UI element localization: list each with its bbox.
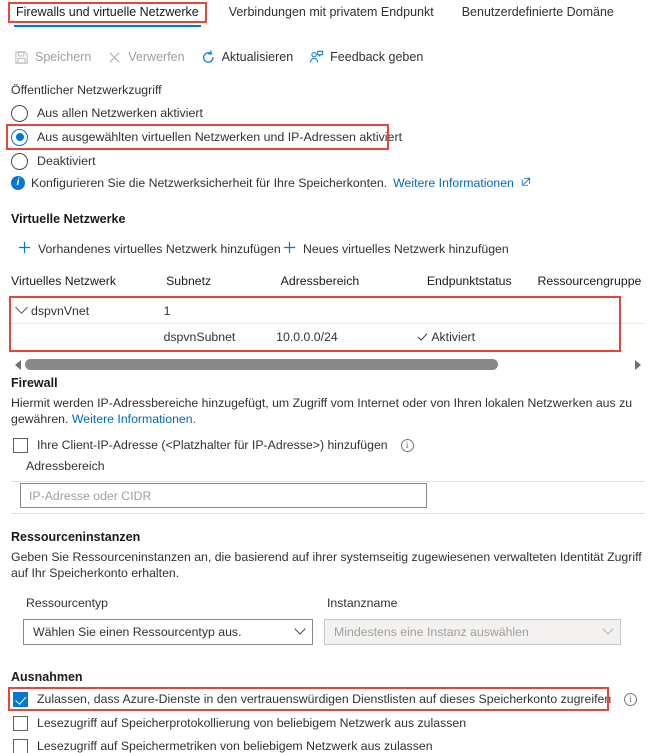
discard-label: Verwerfen (128, 50, 185, 64)
column-header-subnet: Subnetz (166, 274, 212, 288)
tab-active-underline (14, 25, 201, 27)
radio-label: Deaktiviert (37, 154, 96, 168)
learn-more-link[interactable]: Weitere Informationen (393, 176, 514, 190)
info-circle-icon[interactable]: i (624, 693, 637, 706)
add-new-vnet-button[interactable] (283, 241, 509, 257)
exception-storage-metrics-row[interactable] (13, 735, 433, 753)
vnet-table-header (11, 274, 656, 288)
plus-icon (18, 241, 31, 257)
column-header-address-range: Adressbereich (280, 274, 360, 288)
table-row[interactable] (11, 324, 645, 350)
save-icon (14, 50, 29, 65)
checkbox-checked-icon[interactable] (13, 692, 28, 707)
firewall-learn-more-link[interactable]: Weitere Informationen. (71, 412, 197, 426)
column-header-vnet: Virtuelles Netzwerk (11, 274, 117, 288)
public-network-access-title: Öffentlicher Netzwerkzugriff (11, 83, 162, 97)
column-header-resource-group: Ressourcengruppe (537, 274, 642, 288)
tab-label: Benutzerdefinierte Domäne (461, 5, 614, 19)
vnet-table-body (11, 298, 645, 350)
network-security-info (11, 175, 531, 191)
tab-private-endpoint-connections[interactable] (219, 0, 444, 27)
exceptions-title: Ausnahmen (11, 670, 83, 684)
instance-name-dropdown[interactable] (324, 619, 621, 645)
chevron-down-icon (294, 623, 305, 634)
cell-vnet-name: dspvnVnet (31, 303, 90, 318)
address-range-input[interactable]: IP-Adresse oder CIDR (20, 483, 427, 508)
info-circle-icon[interactable]: i (401, 439, 414, 452)
refresh-label: Aktualisieren (221, 50, 294, 64)
exception-label: Zulassen, dass Azure-Dienste in den vertrauenswürdigen Dienstlisten auf dieses Speicherkonto zugreifen (37, 692, 612, 706)
tab-firewalls-virtual-networks[interactable] (6, 0, 209, 27)
virtual-networks-title: Virtuelle Netzwerke (11, 212, 126, 226)
info-icon: i (11, 176, 25, 190)
cell-address-range: 10.0.0.0/24 (276, 330, 338, 344)
refresh-icon (201, 50, 216, 65)
divider-bottom (11, 513, 645, 514)
radio-all-networks[interactable] (11, 102, 203, 124)
instance-name-label: Instanzname (327, 596, 398, 610)
cell-endpoint-status: Aktiviert (431, 330, 476, 344)
radio-disabled[interactable] (11, 150, 96, 172)
chevron-down-icon[interactable] (15, 301, 28, 314)
scroll-right-arrow[interactable] (631, 356, 645, 373)
feedback-button[interactable] (305, 47, 435, 68)
scroll-left-arrow[interactable] (11, 356, 25, 373)
radio-circle-selected-icon (11, 129, 28, 146)
tab-label: Verbindungen mit privatem Endpunkt (228, 5, 434, 19)
resource-instances-description: Geben Sie Ressourceninstanzen an, die basierend auf ihrer systemseitig zugewiesenen verwalteten Identität Zugriff auf Ihr Speicherkonto erhalten. (11, 550, 642, 580)
horizontal-scrollbar[interactable] (11, 356, 645, 373)
resource-type-value: Wählen Sie einen Ressourcentyp aus. (33, 625, 242, 639)
scrollbar-thumb[interactable] (25, 359, 498, 370)
radio-circle-icon (11, 105, 28, 122)
instance-name-value: Mindestens eine Instanz auswählen (334, 625, 529, 639)
column-header-endpoint-status: Endpunktstatus (426, 274, 512, 288)
client-ip-checkbox-row[interactable] (13, 434, 414, 456)
close-icon (107, 50, 122, 65)
scrollbar-track[interactable] (25, 356, 631, 373)
add-existing-vnet-button[interactable] (18, 241, 281, 257)
table-row[interactable] (11, 298, 645, 324)
cell-subnet-count: 1 (163, 303, 171, 318)
chevron-down-icon (602, 623, 613, 634)
save-button[interactable] (10, 47, 103, 68)
resource-type-label: Ressourcentyp (26, 596, 109, 610)
tab-custom-domain[interactable] (452, 0, 624, 27)
client-ip-checkbox-label: Ihre Client-IP-Adresse (<Platzhalter für IP-Adresse>) hinzufügen (37, 438, 388, 452)
radio-selected-networks[interactable] (11, 126, 402, 148)
discard-button[interactable] (103, 47, 196, 68)
refresh-button[interactable] (197, 47, 306, 68)
cell-subnet-name: dspvnSubnet (163, 330, 236, 344)
resource-instances-title: Ressourceninstanzen (11, 530, 141, 544)
divider-top (11, 481, 645, 482)
tab-bar (0, 0, 656, 31)
add-new-vnet-label: Neues virtuelles Netzwerk hinzufügen (303, 242, 509, 256)
radio-label: Aus ausgewählten virtuellen Netzwerken und IP-Adressen aktiviert (37, 130, 403, 144)
radio-label: Aus allen Netzwerken aktiviert (37, 106, 203, 120)
radio-circle-icon (11, 153, 28, 170)
external-link-icon (521, 176, 531, 190)
add-existing-vnet-label: Vorhandenes virtuelles Netzwerk hinzufügen (38, 242, 281, 256)
address-range-label: Adressbereich (26, 459, 105, 473)
exception-label: Lesezugriff auf Speichermetriken von beliebigem Netzwerk aus zulassen (37, 739, 433, 753)
feedback-label: Feedback geben (330, 50, 424, 64)
firewall-description-text: Hiermit werden IP-Adressbereiche hinzugefügt, um Zugriff vom Internet oder von Ihren lokalen Netzwerken aus zu gewähren. (11, 396, 633, 426)
tab-label: Firewalls und virtuelle Netzwerke (16, 5, 199, 19)
checkbox-icon[interactable] (13, 739, 28, 753)
resource-type-dropdown[interactable] (23, 619, 313, 645)
exception-label: Lesezugriff auf Speicherprotokollierung von beliebigem Netzwerk aus zulassen (37, 716, 467, 730)
plus-icon (283, 241, 296, 257)
exception-storage-logging-row[interactable] (13, 712, 466, 734)
checkbox-icon[interactable] (13, 438, 28, 453)
exception-trusted-services-row[interactable] (13, 688, 637, 710)
checkbox-icon[interactable] (13, 716, 28, 731)
save-label: Speichern (35, 50, 92, 64)
command-bar (10, 44, 435, 70)
firewall-description (11, 395, 641, 427)
info-text: Konfigurieren Sie die Netzwerksicherheit für Ihre Speicherkonten. (31, 176, 388, 190)
feedback-person-icon (309, 50, 324, 65)
firewall-title: Firewall (11, 376, 58, 390)
